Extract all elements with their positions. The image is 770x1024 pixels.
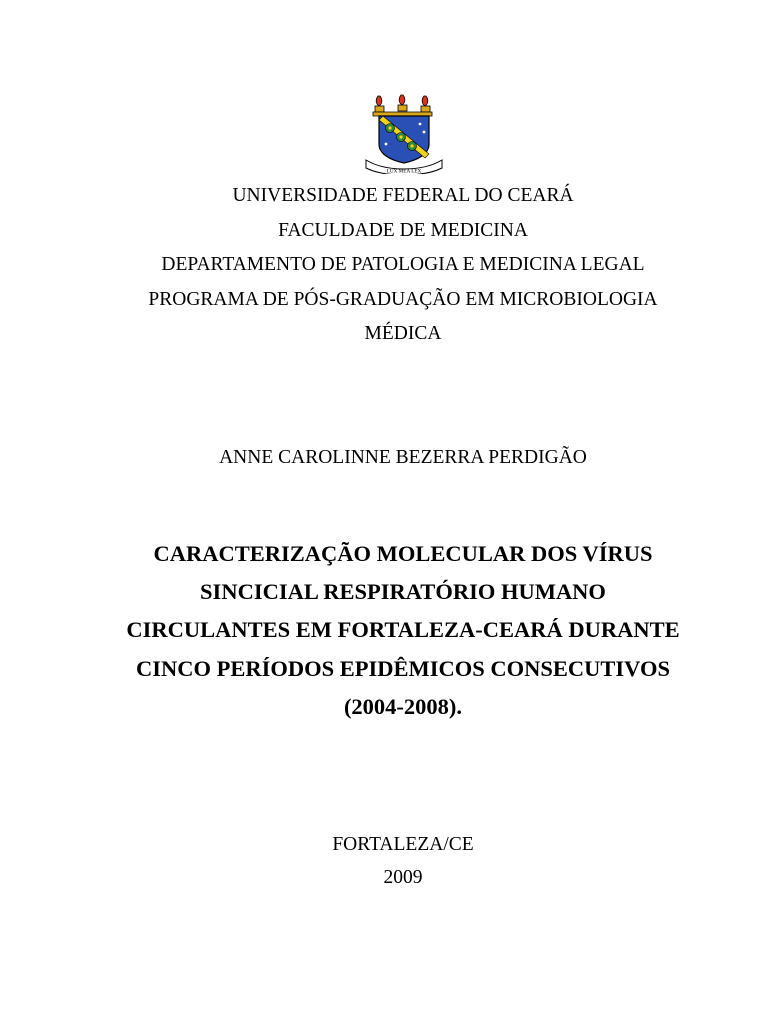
crest-motto: LUX MEA LEX xyxy=(386,168,422,174)
year: 2009 xyxy=(383,867,423,888)
title-line-4: CINCO PERÍODOS EPIDÊMICOS CONSECUTIVOS xyxy=(135,655,670,681)
title-line-5: (2004-2008). xyxy=(343,693,463,719)
institution-block xyxy=(0,179,770,352)
title-line-3: CIRCULANTES EM FORTALEZA-CEARÁ DURANTE xyxy=(126,617,680,643)
program-name: PROGRAMA DE PÓS-GRADUAÇÃO EM MICROBIOLOGIA xyxy=(148,288,658,310)
city: FORTALEZA/CE xyxy=(332,834,474,855)
university-crest-logo xyxy=(362,94,446,174)
torches xyxy=(373,95,432,116)
title-line-1: CARACTERIZAÇÃO MOLECULAR DOS VÍRUS xyxy=(153,541,653,566)
author-name: ANNE CAROLINNE BEZERRA PERDIGÃO xyxy=(219,447,587,468)
title-line-2: SINCICIAL RESPIRATÓRIO HUMANO xyxy=(200,579,606,605)
place-and-date xyxy=(0,828,770,894)
thesis-title xyxy=(0,535,770,726)
university-name: UNIVERSIDADE FEDERAL DO CEARÁ xyxy=(232,185,574,206)
program-name-continued: MÉDICA xyxy=(364,323,442,344)
faculty-name: FACULDADE DE MEDICINA xyxy=(278,219,528,241)
department-name: DEPARTAMENTO DE PATOLOGIA E MEDICINA LEGAL xyxy=(161,254,645,275)
